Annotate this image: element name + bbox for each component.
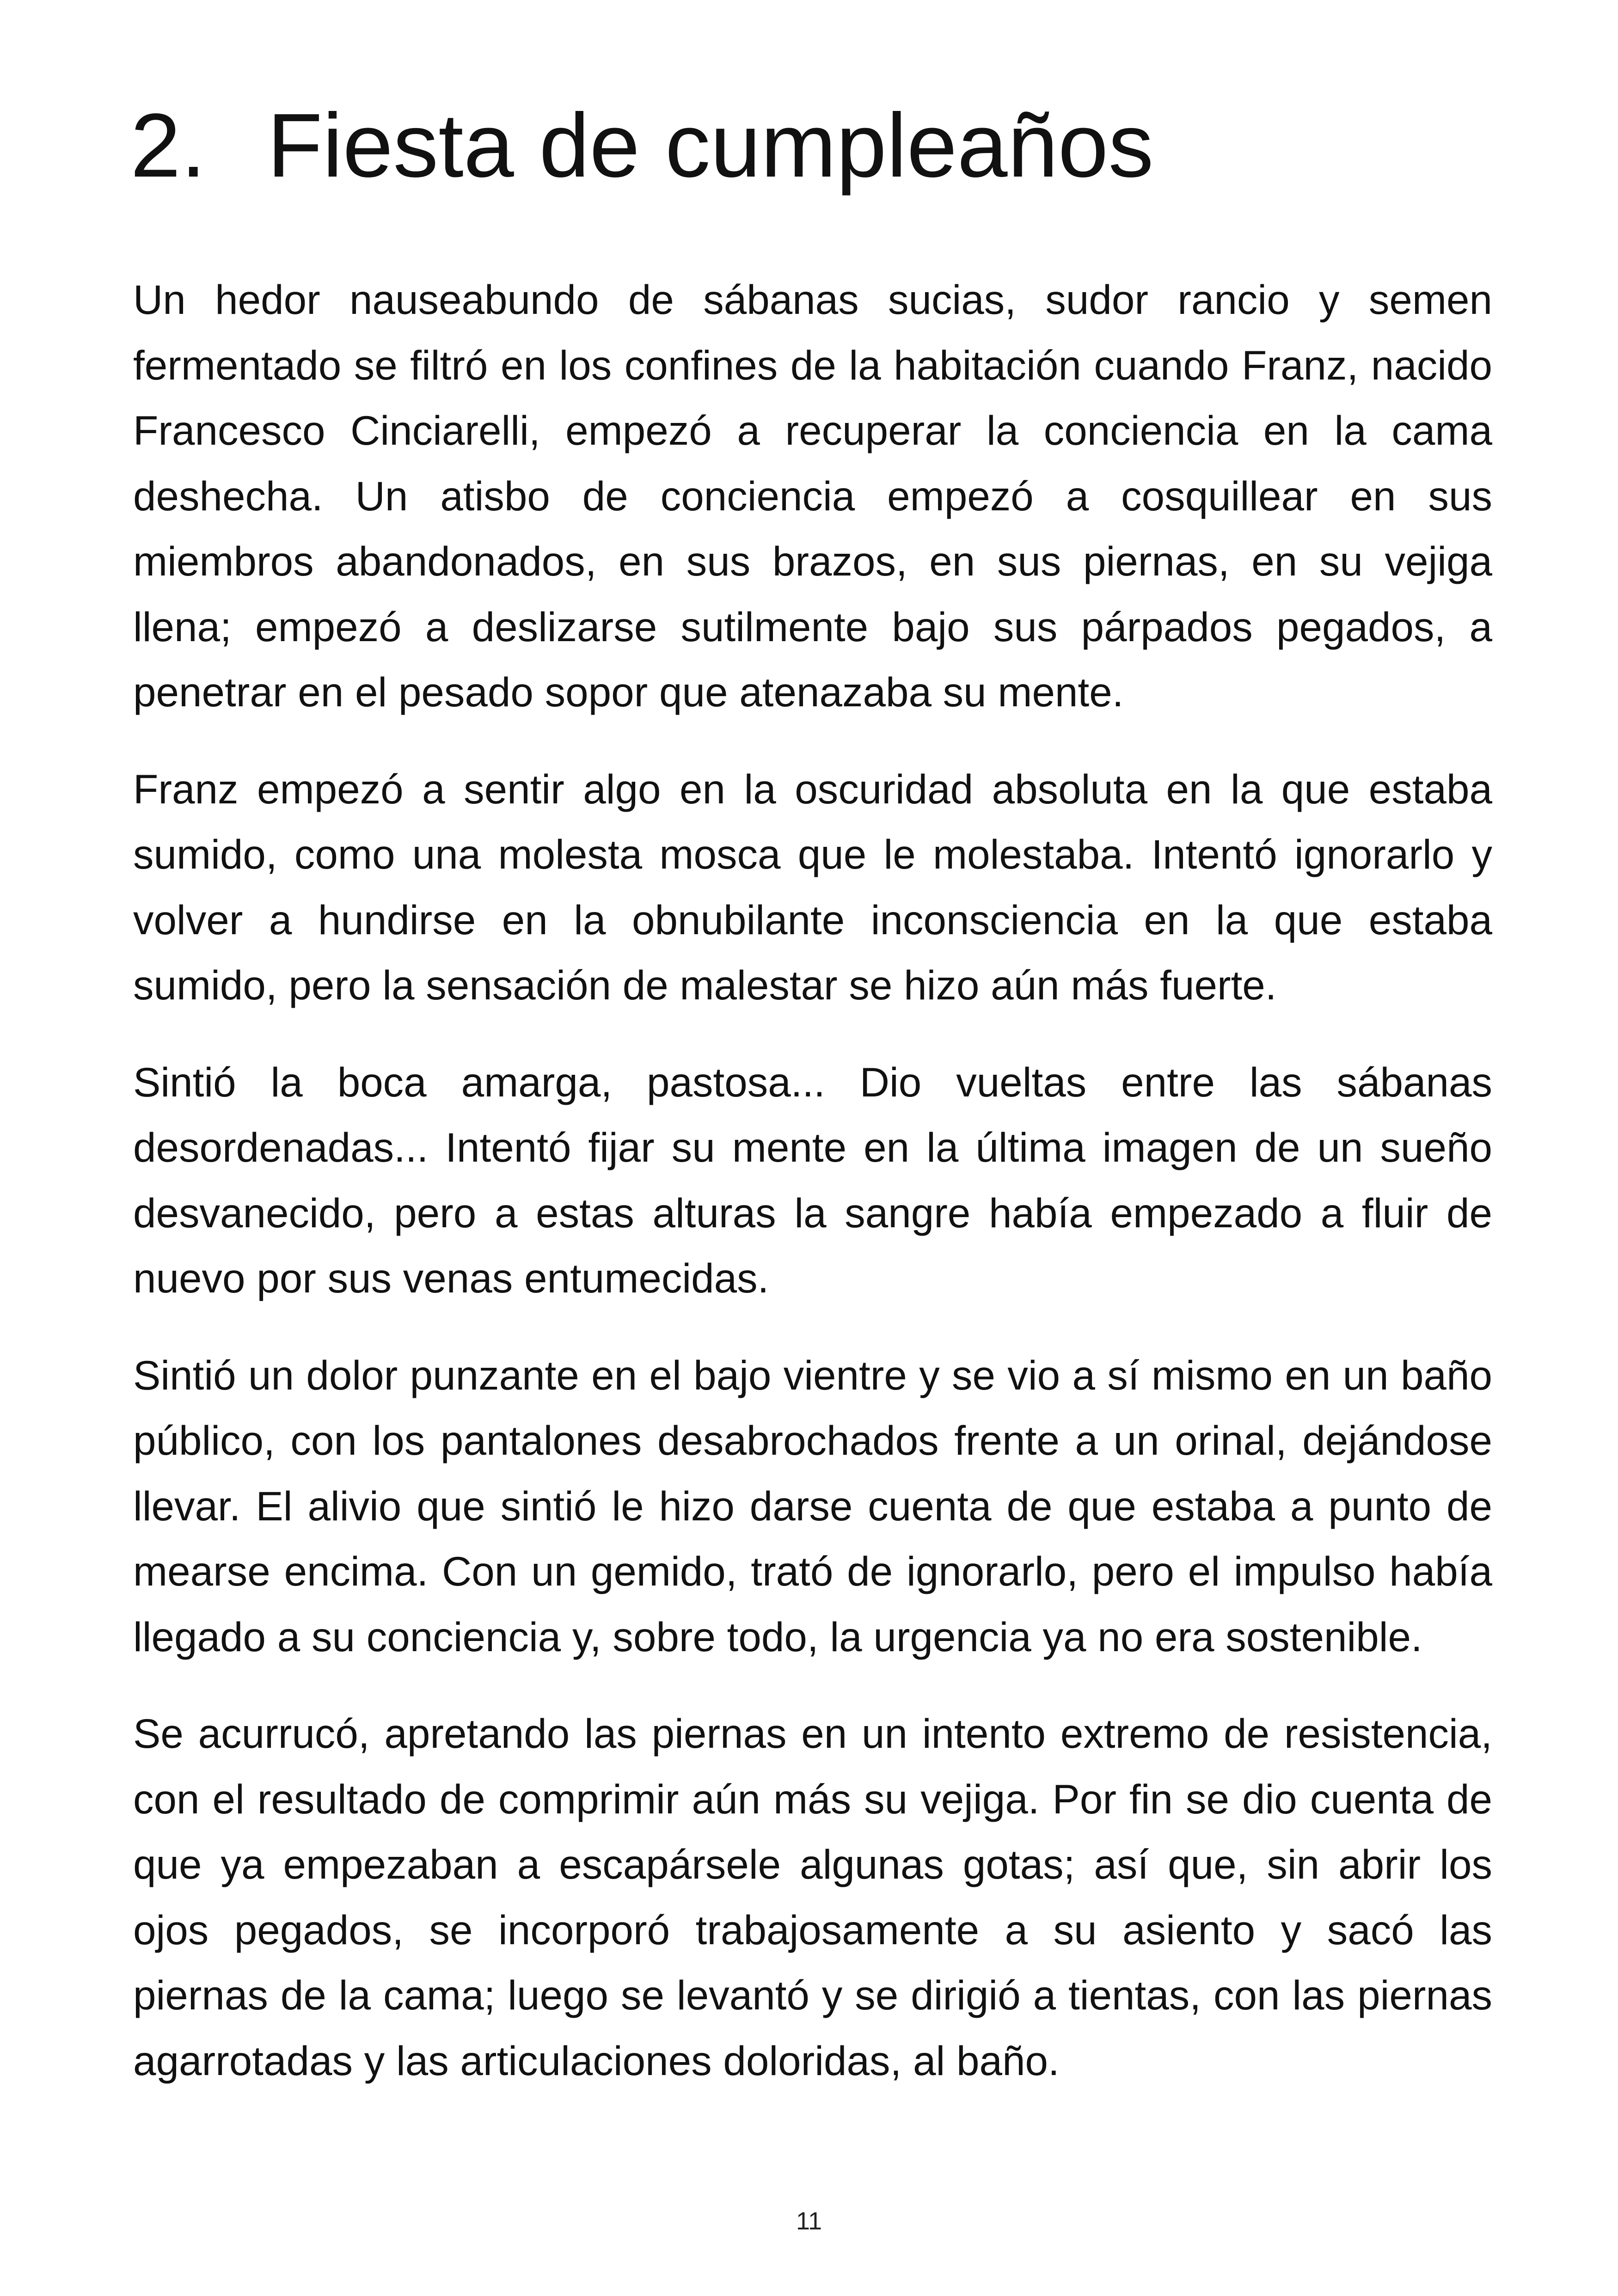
paragraph-1: Un hedor nauseabundo de sábanas sucias, sudor rancio y semen fermentado se filtró en los confines de la habitación cuando Franz, nacido Francesco Cinciarelli, empezó a recuperar la conciencia en la cama deshecha. Un atisbo de conciencia empezó a cosquillear en sus miembros abandonados, en sus brazos, en sus piernas, en su vejiga llena; empezó a deslizarse sutilmente bajo sus párpados pegados, a penetrar en el pesado sopor que atenazaba su mente. — [133, 276, 1492, 715]
page-number: 11 — [796, 2207, 822, 2235]
paragraph-3: Sintió la boca amarga, pastosa... Dio vueltas entre las sábanas desordenadas... Intentó fijar su mente en la última imagen de un sueño desvanecido, pero a estas alturas la sangre había empezado a fluir de nuevo por sus venas entumecidas. — [133, 1059, 1492, 1301]
chapter-heading — [130, 86, 1154, 206]
chapter-number: 2. — [130, 95, 206, 196]
chapter-title: Fiesta de cumpleaños — [267, 95, 1154, 196]
chapter-body — [133, 267, 1492, 2125]
paragraph-5: Se acurrucó, apretando las piernas en un intento extremo de resistencia, con el resultado de comprimir aún más su vejiga. Por fin se dio cuenta de que ya empezaban a escapársele algunas gotas; así que, sin abrir los ojos pegados, se incorporó trabajosamente a su asiento y sacó las piernas de la cama; luego se levantó y se dirigió a tientas, con las piernas agarrotadas y las articulaciones doloridas, al baño. — [133, 1710, 1492, 2084]
paragraph-2: Franz empezó a sentir algo en la oscuridad absoluta en la que estaba sumido, como una molesta mosca que le molestaba. Intentó ignorarlo y volver a hundirse en la obnubilante inconsciencia en la que estaba sumido, pero la sensación de malestar se hizo aún más fuerte. — [133, 765, 1492, 1008]
paragraph-4: Sintió un dolor punzante en el bajo vientre y se vio a sí mismo en un baño público, con los pantalones desabrochados frente a un orinal, dejándose llevar. El alivio que sintió le hizo darse cuenta de que estaba a punto de mearse encima. Con un gemido, trató de ignorarlo, pero el impulso había llegado a su conciencia y, sobre todo, la urgencia ya no era sostenible. — [133, 1352, 1492, 1660]
